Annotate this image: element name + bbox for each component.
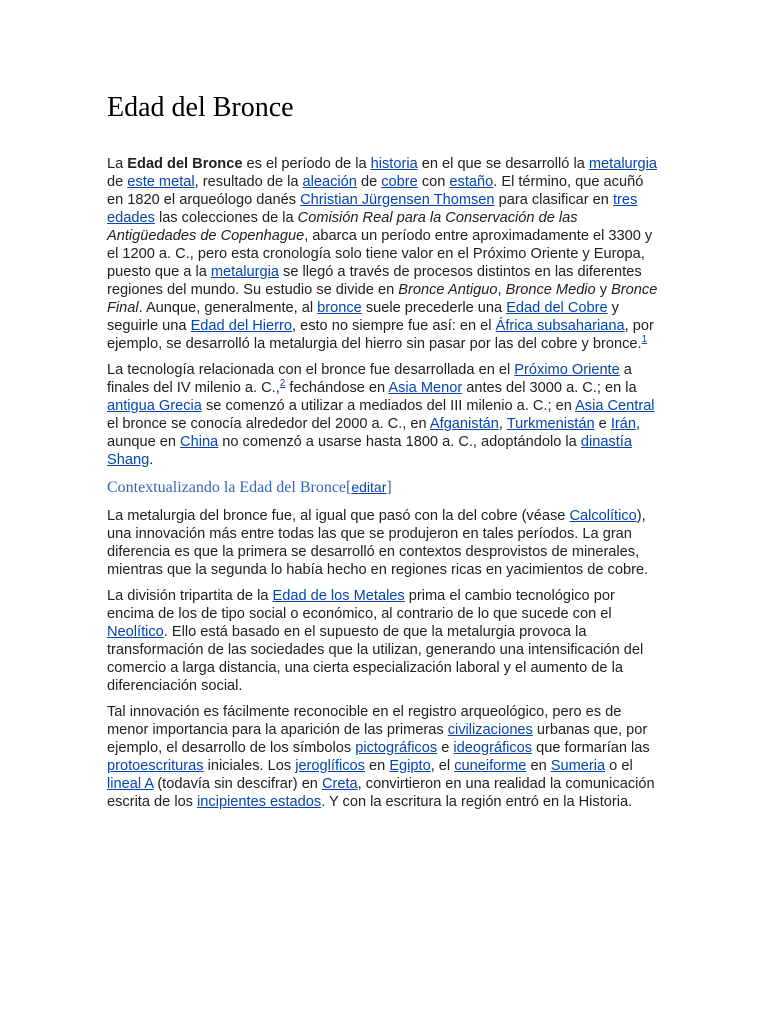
link-ideograficos[interactable]: ideográficos <box>453 740 533 756</box>
edit-bracket-close: ] <box>386 479 392 496</box>
edit-section-link[interactable]: editar <box>351 479 387 495</box>
link-antigua-grecia[interactable]: antigua Grecia <box>107 398 202 414</box>
link-creta[interactable]: Creta <box>321 776 358 792</box>
link-incipientes-estados[interactable]: incipientes estados <box>197 794 322 810</box>
link-iran[interactable]: Irán <box>610 416 636 432</box>
article-title: Edad del Bronce <box>107 92 294 123</box>
link-estano[interactable]: estaño <box>449 174 494 190</box>
link-lineal-a[interactable]: lineal A <box>107 776 154 792</box>
link-egipto[interactable]: Egipto <box>389 758 431 774</box>
link-edad-del-cobre[interactable]: Edad del Cobre <box>506 300 608 316</box>
section-heading-text: Contextualizando la Edad del Bronce <box>107 479 347 496</box>
link-civilizaciones[interactable]: civilizaciones <box>447 722 533 738</box>
metalurgia-paragraph: La metalurgia del bronce fue, al igual que pasó con la del cobre (véase Calcolítico), una innovación más entre todas las que se produjeron en tales períodos. La gran diferencia es que la primera se desarrolló en contextos desprovistos de minerales, mientras que la segunda lo había hecho en regiones ricas en yacimientos de cobre. <box>107 508 649 578</box>
link-metalurgia[interactable]: metalurgia <box>588 156 658 172</box>
link-cobre[interactable]: cobre <box>381 174 418 190</box>
link-afganistan[interactable]: Afganistán <box>429 416 499 432</box>
link-africa-subsahariana[interactable]: África subsahariana <box>495 318 625 334</box>
link-china[interactable]: China <box>180 434 219 450</box>
link-protoescrituras[interactable]: protoescrituras <box>107 758 204 774</box>
link-tres-edades[interactable]: tres edades <box>107 192 638 226</box>
link-christian-jurgensen-thomsen[interactable]: Christian Jürgensen Thomsen <box>300 192 495 208</box>
innovation-paragraph: Tal innovación es fácilmente reconocible en el registro arqueológico, pero es de menor importancia para la aparición de las primeras civilizaciones urbanas que, por ejemplo, el desarrollo de los símbolos pictográficos e ideográficos que formarían las protoescrituras iniciales. Los jeroglíficos en Egipto, el cuneiforme en Sumeria o el lineal A (todavía sin descifrar) en Creta, convirtieron en una realidad la comunicación escrita de los incipientes estados. Y con la escritura la región entró en la Historia. <box>107 704 655 810</box>
link-proximo-oriente[interactable]: Próximo Oriente <box>514 362 620 378</box>
italic-bronce-final: Bronce Final <box>107 282 658 316</box>
bold-term: Edad del Bronce <box>127 156 243 172</box>
link-dinastia-shang[interactable]: dinastía Shang <box>107 434 632 468</box>
technology-paragraph: La tecnología relacionada con el bronce fue desarrollada en el Próximo Oriente a finales del IV milenio a. C.,$^2$ fechándose en Asia Menor antes del 3000 a. C.; en la antigua Grecia se comenzó a utilizar a mediados del III milenio a. C.; en Asia Central el bronce se conocía alrededor del 2000 a. C., en Afganistán, Turkmenistán e Irán, aunque en China no comenzó a usarse hasta 1800 a. C., adoptándolo la dinastía Shang. <box>107 362 655 468</box>
section-heading-contextualizando <box>107 477 663 498</box>
link-metalurgia-2[interactable]: metalurgia <box>210 264 279 280</box>
italic-bronce-antiguo: Bronce Antiguo <box>398 282 498 298</box>
reference-2[interactable]: 2 <box>279 378 286 390</box>
link-aleacion[interactable]: aleación <box>302 174 357 190</box>
link-este-metal[interactable]: este metal <box>127 174 195 190</box>
link-neolitico[interactable]: Neolítico <box>107 624 164 640</box>
link-asia-central[interactable]: Asia Central <box>575 398 655 414</box>
italic-bronce-medio: Bronce Medio <box>505 282 596 298</box>
link-calcolitico[interactable]: Calcolítico <box>569 508 637 524</box>
link-edad-de-los-metales[interactable]: Edad de los Metales <box>272 588 405 604</box>
link-sumeria[interactable]: Sumeria <box>550 758 606 774</box>
link-pictograficos[interactable]: pictográficos <box>355 740 438 756</box>
article-body <box>107 155 663 819</box>
link-cuneiforme[interactable]: cuneiforme <box>454 758 527 774</box>
link-edad-del-hierro[interactable]: Edad del Hierro <box>190 318 292 334</box>
italic-comision-real: Comisión Real para la Conservación de las Antigüedades de Copenhague <box>107 210 578 244</box>
link-jeroglificos[interactable]: jeroglíficos <box>295 758 365 774</box>
edit-bracket-open: [ <box>346 479 352 496</box>
link-turkmenistan[interactable]: Turkmenistán <box>506 416 595 432</box>
intro-paragraph: La Edad del Bronce es el período de la historia en el que se desarrolló la metalurgia de este metal, resultado de la aleación de cobre con estaño. El término, que acuñó en 1820 el arqueólogo danés Christian Jürgensen Thomsen para clasificar en tres edades las colecciones de la Comisión Real para la Conservación de las Antigüedades de Copenhague, abarca un período entre aproximadamente el 3300 y el 1200 a. C., pero esta cronología solo tiene valor en el Próximo Oriente y Europa, puesto que a la metalurgia se llegó a través de procesos distintos en las diferentes regiones del mundo. Su estudio se divide en Bronce Antiguo, Bronce Medio y Bronce Final. Aunque, generalmente, al bronce suele precederle una Edad del Cobre y seguirle una Edad del Hierro, esto no siempre fue así: en el África subsahariana, por ejemplo, se desarrolló la metalurgia del hierro sin pasar por las del cobre y bronce.$^1$ <box>107 156 658 352</box>
reference-1[interactable]: 1 <box>641 334 648 346</box>
link-bronce[interactable]: bronce <box>317 300 362 316</box>
division-paragraph: La división tripartita de la Edad de los Metales prima el cambio tecnológico por encima de los de tipo social o económico, al contrario de lo que sucede con el Neolítico. Ello está basado en el supuesto de que la metalurgia provoca la transformación de las sociedades que la utilizan, generando una intensificación del comercio a larga distancia, una cierta especialización laboral y el aumento de la diferenciación social. <box>107 588 644 694</box>
link-asia-menor[interactable]: Asia Menor <box>388 380 463 396</box>
link-historia[interactable]: historia <box>370 156 418 172</box>
